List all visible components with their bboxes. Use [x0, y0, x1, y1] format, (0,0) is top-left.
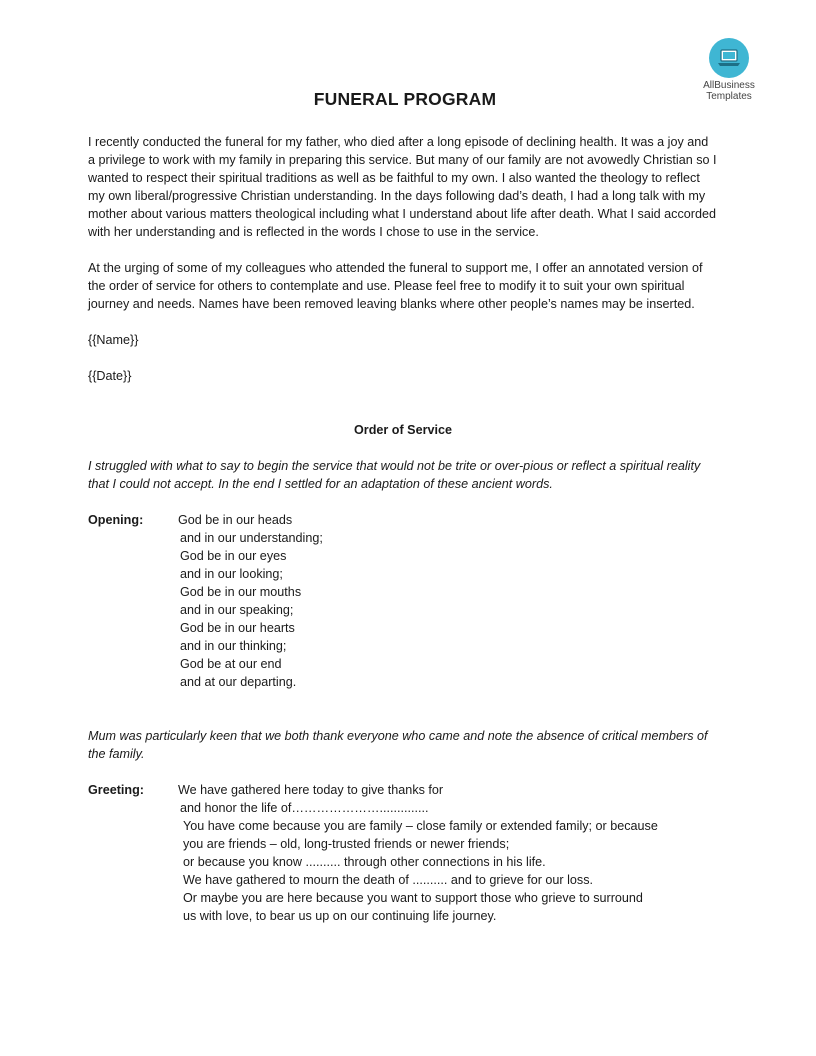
greeting-line: Or maybe you are here because you want to support those who grieve to surround [183, 891, 643, 905]
greeting-section [88, 781, 718, 925]
opening-section [88, 511, 718, 691]
opening-line: and in our looking; [180, 567, 283, 581]
opening-line: and in our speaking; [180, 603, 294, 617]
intro-paragraph-2: At the urging of some of my colleagues who attended the funeral to support me, I offer an annotated version of the order of service for others to contemplate and use. Please feel free to modify it to suit your own spiritual journey and needs. Names have been removed leaving blanks where other people’s names may be inserted. [88, 261, 703, 311]
opening-line: God be in our mouths [180, 585, 302, 599]
laptop-icon [709, 38, 749, 78]
greeting-line: you are friends – old, long-trusted friends or newer friends; [183, 837, 510, 851]
intro-paragraph-1: I recently conducted the funeral for my father, who died after a long episode of declining health. It was a joy and a privilege to work with my family in preparing this service. But many of our family are not avowedly Christian so I wanted to respect their spiritual traditions as well as be faithful to my own. I also wanted the theology to reflect my own liberal/progressive Christian understanding. In the days following dad’s death, I had a long talk with my mother about various matters theological including what I understand about life after death. What I said accorded with her understanding and is reflected in the words I chose to use in the service. [88, 135, 717, 239]
opening-note: I struggled with what to say to begin the service that would not be trite or over-pious or reflect a spiritual reality that I could not accept. In the end I settled for an adaptation of these ancient words. [88, 459, 701, 491]
opening-line: and at our departing. [180, 675, 297, 689]
page-title: FUNERAL PROGRAM [313, 89, 497, 109]
opening-line: God be at our end [180, 657, 282, 671]
opening-line: God be in our hearts [180, 621, 295, 635]
greeting-line: or because you know .......... through other connections in his life. [183, 855, 546, 869]
greeting-note: Mum was particularly keen that we both thank everyone who came and note the absence of critical members of the family. [88, 729, 708, 761]
opening-line: and in our thinking; [180, 639, 287, 653]
greeting-line: We have gathered here today to give thanks for [178, 783, 444, 797]
order-of-service-heading: Order of Service [354, 423, 452, 437]
opening-lines [178, 511, 718, 691]
logo-text: AllBusiness Templates [703, 80, 755, 102]
greeting-label: Greeting: [88, 783, 144, 797]
opening-line: and in our understanding; [180, 531, 323, 545]
opening-line: God be in our heads [178, 513, 293, 527]
greeting-lines [178, 781, 718, 925]
greeting-line: and honor the life of………………….............. [180, 801, 429, 815]
greeting-line: us with love, to bear us up on our continuing life journey. [183, 909, 497, 923]
opening-label: Opening: [88, 513, 144, 527]
date-placeholder: {{Date}} [88, 369, 132, 383]
greeting-line: We have gathered to mourn the death of .......... and to grieve for our loss. [183, 873, 593, 887]
greeting-line: You have come because you are family – close family or extended family; or because [183, 819, 658, 833]
document-body [88, 133, 718, 925]
opening-line: God be in our eyes [180, 549, 287, 563]
name-placeholder: {{Name}} [88, 333, 139, 347]
